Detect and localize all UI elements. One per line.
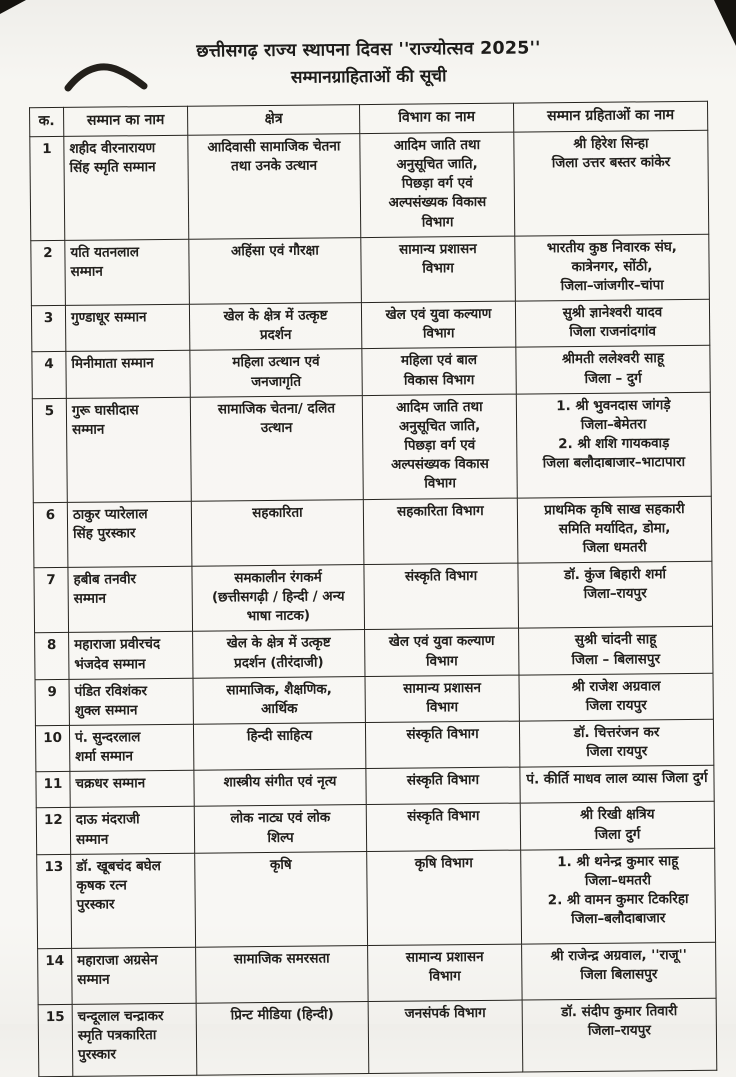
- awards-table: [29, 101, 717, 1077]
- recipient-cell: श्री हिरेश सिन्हा जिला उत्तर बस्तर कांकेर: [514, 130, 709, 236]
- table-row: [36, 802, 714, 855]
- serial-number-cell: 12: [36, 808, 70, 855]
- department-cell: आदिम जाति तथा अनुसूचित जाति, पिछड़ा वर्ग एवं अल्पसंख्यक विकास विभाग: [360, 132, 515, 237]
- page-title: छत्तीसगढ़ राज्य स्थापना दिवस ''राज्योत्सव 2025'': [196, 38, 541, 62]
- serial-number-cell: 8: [35, 633, 69, 680]
- awards-table-body: [30, 130, 717, 1076]
- table-row: [35, 627, 713, 680]
- recipient-cell: सुश्री चांदनी साहू जिला – बिलासपुर: [519, 627, 713, 675]
- table-row: [32, 346, 710, 399]
- serial-number-cell: 7: [34, 567, 69, 633]
- field-cell: सामाजिक समरसता: [196, 945, 369, 1003]
- serial-number-cell: 11: [36, 772, 70, 808]
- award-name-cell: मिनीमाता सम्मान: [66, 351, 190, 399]
- field-cell: आदिवासी सामाजिक चेतना तथा उनके उत्थान: [188, 133, 361, 238]
- serial-number-cell: 13: [37, 854, 72, 948]
- award-name-cell: गुरू घासीदास सम्मान: [66, 397, 191, 502]
- table-row: [32, 392, 711, 502]
- department-cell: जनसंपर्क विभाग: [368, 1000, 523, 1073]
- recipient-cell: सुश्री ज्ञानेश्वरी यादव जिला राजनांदगांव: [515, 299, 709, 347]
- table-row: [38, 998, 717, 1077]
- field-cell: सहकारिता: [191, 499, 364, 566]
- department-cell: आदिम जाति तथा अनुसूचित जाति, पिछड़ा वर्ग एवं अल्पसंख्यक विकास विभाग: [362, 394, 517, 499]
- recipient-cell: 1. श्री भुवनदास जांगड़े जिला–बेमेतरा 2. श्री शशि गायकवाड़ जिला बलौदाबाजार–भाटापारा: [516, 392, 711, 498]
- recipient-cell: डॉ. चित्तरंजन कर जिला रायपुर: [519, 719, 713, 767]
- field-cell: कृषि: [195, 851, 368, 947]
- recipient-cell: पं. कीर्ति माधव लाल व्यास जिला दुर्ग: [520, 766, 714, 804]
- table-row: [35, 719, 713, 772]
- column-header: क्षेत्र: [188, 105, 360, 136]
- recipient-cell: श्रीमती ललेश्वरी साहू जिला – दुर्ग: [516, 346, 710, 394]
- award-name-cell: चन्दूलाल चन्द्राकर स्मृति पत्रकारिता पुरस्कार: [72, 1003, 197, 1076]
- award-name-cell: पंडित रविशंकर शुक्ल सम्मान: [69, 678, 193, 726]
- serial-number-cell: 9: [35, 679, 69, 726]
- recipient-cell: 1. श्री थनेन्द्र कुमार साहू जिला–धमतरी 2. श्री वामन कुमार टिकरिहा जिला–बलौदाबाजार: [521, 848, 716, 944]
- award-name-cell: दाऊ मंदराजी सम्मान: [70, 807, 194, 855]
- serial-number-cell: 1: [30, 136, 65, 240]
- serial-number-cell: 14: [38, 948, 73, 1004]
- department-cell: सामान्य प्रशासन विभाग: [361, 236, 516, 303]
- column-header: क.: [30, 107, 64, 136]
- recipient-cell: डॉ. कुंज बिहारी शर्मा जिला–रायपुर: [518, 561, 713, 628]
- award-name-cell: शहीद वीरनारायण सिंह स्मृति सम्मान: [64, 135, 189, 240]
- department-cell: खेल एवं युवा कल्याण विभाग: [365, 629, 519, 677]
- recipient-cell: श्री राजेश अग्रवाल जिला रायपुर: [519, 673, 713, 721]
- recipient-cell: प्राथमिक कृषि साख सहकारी समिति मर्यादित, डोमा, जिला धमतरी: [517, 496, 712, 563]
- serial-number-cell: 2: [31, 240, 66, 306]
- field-cell: अहिंसा एवं गौरक्षा: [189, 237, 362, 304]
- award-name-cell: यति यतनलाल सम्मान: [65, 239, 190, 306]
- field-cell: प्रिन्ट मीडिया (हिन्दी): [196, 1001, 369, 1075]
- table-row: [33, 496, 712, 568]
- award-name-cell: पं. सुन्दरलाल शर्मा सम्मान: [69, 724, 193, 772]
- field-cell: महिला उत्थान एवं जनजागृति: [190, 349, 362, 397]
- field-cell: सामाजिक, शैक्षणिक, आर्थिक: [193, 676, 365, 724]
- award-name-cell: डॉ. खूबचंद बघेल कृषक रत्न पुरस्कार: [71, 853, 196, 948]
- department-cell: कृषि विभाग: [367, 850, 522, 945]
- department-cell: संस्कृति विभाग: [366, 803, 520, 851]
- page-subtitle: सम्मानग्राहिताओं की सूची: [290, 66, 447, 89]
- serial-number-cell: 4: [32, 352, 66, 399]
- field-cell: खेल के क्षेत्र में उत्कृष्ट प्रदर्शन (तीरंदाजी): [193, 630, 365, 678]
- table-row: [31, 299, 709, 352]
- document-header: [0, 34, 736, 93]
- award-name-cell: महाराजा प्रवीरचंद भंजदेव सम्मान: [69, 632, 193, 680]
- field-cell: समकालीन रंगकर्म (छत्तीसगढ़ी / हिन्दी / अन्य भाषा नाटक): [192, 565, 365, 632]
- department-cell: सामान्य प्रशासन विभाग: [368, 944, 523, 1001]
- table-row: [35, 673, 713, 726]
- field-cell: सामाजिक चेतना/ दलित उत्थान: [190, 395, 363, 500]
- department-cell: महिला एवं बाल विकास विभाग: [362, 348, 516, 396]
- department-cell: सामान्य प्रशासन विभाग: [365, 675, 519, 723]
- table-row: [38, 942, 717, 1005]
- column-header: सम्मान का नाम: [64, 106, 188, 136]
- column-header: विभाग का नाम: [360, 103, 514, 133]
- department-cell: संस्कृति विभाग: [366, 767, 520, 804]
- award-name-cell: महाराजा अग्रसेन सम्मान: [72, 947, 197, 1004]
- award-name-cell: ठाकुर प्यारेलाल सिंह पुरस्कार: [67, 501, 192, 568]
- table-row: [30, 130, 709, 240]
- award-name-cell: गुण्डाधूर सम्मान: [65, 304, 189, 352]
- award-name-cell: चक्रधर सम्मान: [70, 771, 194, 808]
- serial-number-cell: 5: [32, 398, 67, 502]
- department-cell: खेल एवं युवा कल्याण विभाग: [361, 301, 515, 349]
- department-cell: सहकारिता विभाग: [363, 498, 518, 565]
- recipient-cell: श्री रिखी क्षत्रिय जिला दुर्ग: [520, 802, 714, 850]
- table-row: [34, 561, 713, 633]
- recipient-cell: डॉ. संदीप कुमार तिवारी जिला–रायपुर: [522, 998, 717, 1072]
- department-cell: संस्कृति विभाग: [365, 721, 519, 769]
- serial-number-cell: 3: [31, 306, 65, 353]
- serial-number-cell: 10: [35, 726, 69, 773]
- recipient-cell: भारतीय कुष्ठ निवारक संघ, कात्रेनगर, सोंठी, जिला–जांजगीर–चांपा: [515, 234, 710, 301]
- serial-number-cell: 15: [38, 1004, 73, 1076]
- field-cell: हिन्दी साहित्य: [193, 723, 365, 771]
- award-name-cell: हबीब तनवीर सम्मान: [68, 566, 193, 633]
- field-cell: लोक नाट्य एवं लोक शिल्प: [194, 805, 366, 853]
- department-cell: संस्कृति विभाग: [364, 563, 519, 630]
- field-cell: खेल के क्षेत्र में उत्कृष्ट प्रदर्शन: [189, 303, 361, 351]
- column-header: सम्मान ग्रहिताओं का नाम: [513, 101, 707, 132]
- table-row: [37, 848, 716, 949]
- serial-number-cell: 6: [33, 502, 68, 568]
- field-cell: शास्त्रीय संगीत एवं नृत्य: [194, 769, 366, 807]
- recipient-cell: श्री राजेन्द्र अग्रवाल, ''राजू'' जिला बिलासपुर: [522, 942, 717, 1000]
- table-row: [31, 234, 710, 306]
